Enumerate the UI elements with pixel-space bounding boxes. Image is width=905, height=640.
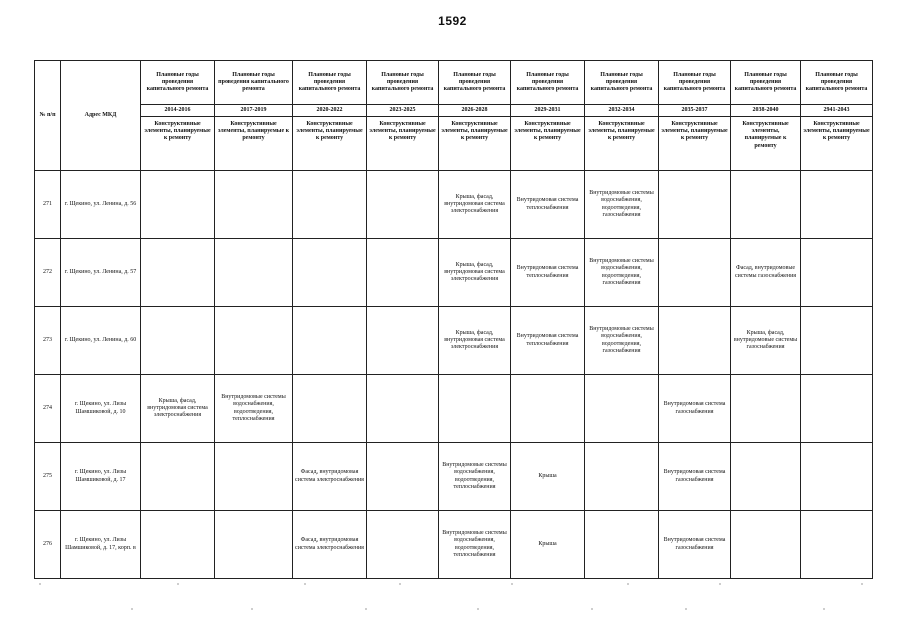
elements-header: Конструктивные элементы, планируемые к ремонту [215,117,293,171]
row-address: г. Щекино, ул. Лизы Шамшиковой, д. 17 [61,443,141,511]
period-title-header: Плановые годы проведения капитального ремонта [731,61,801,105]
row-address: г. Щекино, ул. Ленина, д. 60 [61,307,141,375]
table-cell [801,239,873,307]
table-cell [511,375,585,443]
period-title-header: Плановые годы проведения капитального ремонта [659,61,731,105]
period-title-header: Плановые годы проведения капитального ремонта [801,61,873,105]
period-years: 2017-2019 [215,105,293,117]
table-cell: Крыша [511,511,585,579]
table-cell [585,375,659,443]
table-cell [801,443,873,511]
elements-header: Конструктивные элементы, планируемые к ремонту [585,117,659,171]
period-years: 2029-2031 [511,105,585,117]
table-cell [293,307,367,375]
elements-header: Конструктивные элементы, планируемые к ремонту [293,117,367,171]
table-cell [141,171,215,239]
capital-repair-schedule-table [34,60,873,579]
table-cell [801,375,873,443]
table-cell: Внутридомовая система газоснабжения [659,443,731,511]
row-number: 273 [35,307,61,375]
table-cell [659,307,731,375]
table-cell: Крыша, фасад, внутридомовая система электроснабжения [439,307,511,375]
table-cell [585,443,659,511]
table-cell: Крыша, фасад, внутридомовая система электроснабжения [141,375,215,443]
scan-noise-dots [0,608,905,610]
row-address: г. Щекино, ул. Лизы Шамшиковой, д. 17, корп. в [61,511,141,579]
table-cell [585,511,659,579]
period-years: 2941-2043 [801,105,873,117]
table-row [35,171,873,239]
table-cell: Внутридомовые системы водоснабжения, водоотведения, теплоснабжения [439,443,511,511]
row-address: г. Щекино, ул. Лизы Шамшиковой, д. 10 [61,375,141,443]
table-cell [215,511,293,579]
table-cell: Фасад, внутридомовая система электроснабжения [293,511,367,579]
table-cell [731,375,801,443]
table-cell: Крыша [511,443,585,511]
period-years: 2026-2028 [439,105,511,117]
col-address-header: Адрес МКД [61,61,141,171]
elements-header: Конструктивные элементы, планируемые к ремонту [511,117,585,171]
table-cell: Внутридомовая система теплоснабжения [511,307,585,375]
table-cell: Внутридомовые системы водоснабжения, водоотведения, теплоснабжения [215,375,293,443]
elements-header: Конструктивные элементы, планируемые к ремонту [801,117,873,171]
table-cell [141,307,215,375]
table-cell: Крыша, фасад, внутридомовые системы газоснабжения [731,307,801,375]
table-cell [215,307,293,375]
table-cell [659,171,731,239]
table-cell [215,443,293,511]
elements-header: Конструктивные элементы, планируемые к ремонту [731,117,801,171]
table-cell [293,375,367,443]
page-number: 1592 [438,14,467,28]
table-cell: Фасад, внутридомовая система электроснабжения [293,443,367,511]
table-cell [801,307,873,375]
table-cell [215,239,293,307]
table-cell: Крыша, фасад, внутридомовая система электроснабжения [439,239,511,307]
row-number: 275 [35,443,61,511]
table-cell [659,239,731,307]
period-years: 2014-2016 [141,105,215,117]
table-cell [367,511,439,579]
table-cell [367,171,439,239]
period-title-header: Плановые годы проведения капитального ремонта [511,61,585,105]
period-years: 2032-2034 [585,105,659,117]
row-number: 271 [35,171,61,239]
table-cell [293,239,367,307]
table-row [35,511,873,579]
period-title-header: Плановые годы проведения капитального ремонта [585,61,659,105]
table-cell [367,239,439,307]
table-cell: Внутридомовые системы водоснабжения, водоотведения, газоснабжения [585,239,659,307]
period-title-header: Плановые годы проведения капитального ремонта [215,61,293,105]
table-cell: Внутридомовая система газоснабжения [659,375,731,443]
table-cell [141,511,215,579]
table-cell [367,307,439,375]
period-years: 2038-2040 [731,105,801,117]
table-cell [141,443,215,511]
table-cell: Крыша, фасад, внутридомовая система электроснабжения [439,171,511,239]
elements-header: Конструктивные элементы, планируемые к ремонту [659,117,731,171]
table-row [35,375,873,443]
table-cell [731,511,801,579]
period-years: 2023-2025 [367,105,439,117]
table-cell: Внутридомовая система теплоснабжения [511,171,585,239]
table-cell [215,171,293,239]
period-years: 2020-2022 [293,105,367,117]
table-row [35,307,873,375]
table-cell [439,375,511,443]
table-cell [731,171,801,239]
period-title-header: Плановые годы проведения капитального ремонта [141,61,215,105]
table-cell: Внутридомовые системы водоснабжения, водоотведения, газоснабжения [585,307,659,375]
table-cell [141,239,215,307]
table-cell [367,375,439,443]
table-cell: Внутридомовая система газоснабжения [659,511,731,579]
row-number: 276 [35,511,61,579]
table-cell [293,171,367,239]
header-row-elements [35,117,873,171]
col-number-header: № п/п [35,61,61,171]
row-number: 272 [35,239,61,307]
elements-header: Конструктивные элементы, планируемые к ремонту [439,117,511,171]
table-row [35,443,873,511]
table-cell: Фасад, внутридомовые системы газоснабжения [731,239,801,307]
table-row [35,239,873,307]
period-title-header: Плановые годы проведения капитального ремонта [439,61,511,105]
table-cell: Внутридомовые системы водоснабжения, водоотведения, теплоснабжения [439,511,511,579]
scan-noise-dots [0,583,905,585]
table-cell: Внутридомовые системы водоснабжения, водоотведения, газоснабжения [585,171,659,239]
table-cell [801,171,873,239]
period-years: 2035-2037 [659,105,731,117]
row-address: г. Щекино, ул. Ленина, д. 57 [61,239,141,307]
table-cell [367,443,439,511]
row-number: 274 [35,375,61,443]
table-cell [801,511,873,579]
period-title-header: Плановые годы проведения капитального ремонта [367,61,439,105]
elements-header: Конструктивные элементы, планируемые к ремонту [367,117,439,171]
row-address: г. Щекино, ул. Ленина, д. 56 [61,171,141,239]
table-cell [731,443,801,511]
table-cell: Внутридомовая система теплоснабжения [511,239,585,307]
period-title-header: Плановые годы проведения капитального ремонта [293,61,367,105]
elements-header: Конструктивные элементы, планируемые к ремонту [141,117,215,171]
header-row-periods [35,105,873,117]
header-row-periods-title [35,61,873,105]
